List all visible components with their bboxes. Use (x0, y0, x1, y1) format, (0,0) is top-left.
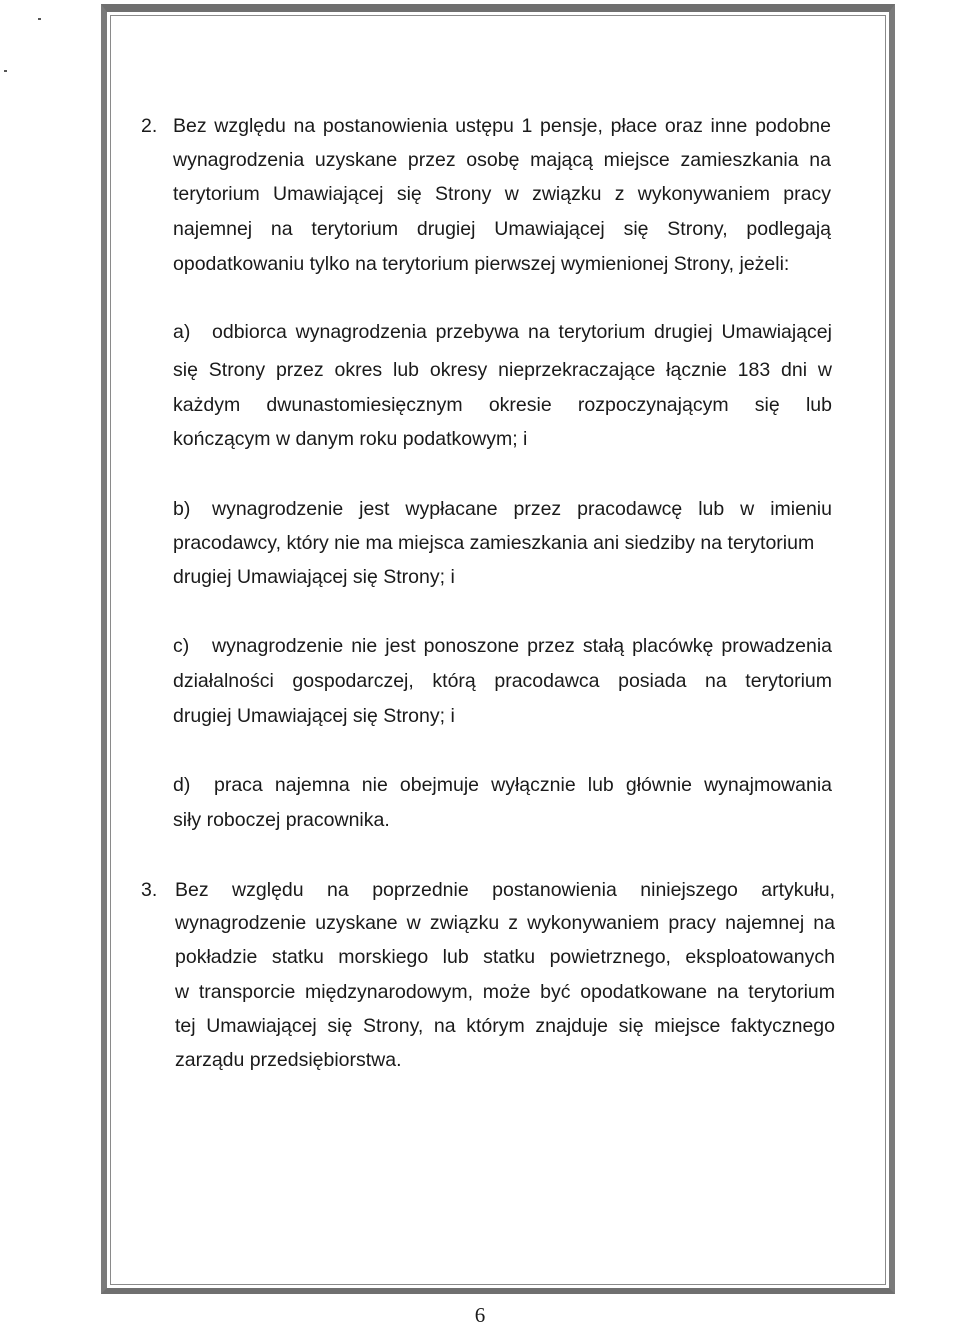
item-d-line-2: siły roboczej pracownika. (173, 809, 390, 831)
section-3-line-5: tej Umawiającej się Strony, na którym znajduje się miejsce faktycznego (175, 1015, 835, 1037)
item-a-line-1: odbiorca wynagrodzenia przebywa na terytorium drugiej Umawiającej (212, 321, 832, 343)
page-number: 6 (474, 1303, 486, 1327)
item-b-line-3: drugiej Umawiającej się Strony; i (173, 566, 455, 588)
item-d-line-1: praca najemna nie obejmuje wyłącznie lub głównie wynajmowania (214, 774, 832, 796)
section-3-line-6: zarządu przedsiębiorstwa. (175, 1049, 402, 1071)
section-2-line-4: najemnej na terytorium drugiej Umawiającej się Strony, podlegają (173, 218, 831, 240)
item-a-line-4: kończącym w danym roku podatkowym; i (173, 428, 528, 450)
section-3-number: 3. (141, 879, 158, 901)
section-2-number: 2. (141, 115, 158, 137)
item-c-label: c) (173, 635, 190, 657)
scan-speck (38, 18, 41, 20)
section-2-line-1: Bez względu na postanowienia ustępu 1 pensje, płace oraz inne podobne (173, 115, 831, 137)
section-2-line-5: opodatkowaniu tylko na terytorium pierwszej wymienionej Strony, jeżeli: (173, 253, 790, 275)
section-3-line-3: pokładzie statku morskiego lub statku powietrznego, eksploatowanych (175, 946, 835, 968)
section-3-line-4: w transporcie międzynarodowym, może być opodatkowane na terytorium (175, 981, 835, 1003)
section-2-line-3: terytorium Umawiającej się Strony w związku z wykonywaniem pracy (173, 183, 831, 205)
item-c-line-3: drugiej Umawiającej się Strony; i (173, 705, 455, 727)
item-a-line-3: każdym dwunastomiesięcznym okresie rozpoczynającym się lub (173, 394, 832, 416)
section-2-line-2: wynagrodzenia uzyskane przez osobę mającą miejsce zamieszkania na (173, 149, 831, 171)
section-3-line-2: wynagrodzenie uzyskane w związku z wykonywaniem pracy najemnej na (175, 912, 835, 934)
item-d-label: d) (173, 774, 191, 796)
scan-speck (4, 70, 7, 72)
item-b-line-2: pracodawcy, który nie ma miejsca zamieszkania ani siedziby na terytorium (173, 532, 815, 554)
item-c-line-2: działalności gospodarczej, którą pracodawca posiada na terytorium (173, 670, 832, 692)
item-a-label: a) (173, 321, 191, 343)
item-a-line-2: się Strony przez okres lub okresy nieprzekraczające łącznie 183 dni w (173, 359, 832, 381)
section-3-line-1: Bez względu na poprzednie postanowienia niniejszego artykułu, (175, 879, 835, 901)
item-b-line-1: wynagrodzenie jest wypłacane przez pracodawcę lub w imieniu (212, 498, 832, 520)
item-c-line-1: wynagrodzenie nie jest ponoszone przez stałą placówkę prowadzenia (212, 635, 832, 657)
item-b-label: b) (173, 498, 191, 520)
